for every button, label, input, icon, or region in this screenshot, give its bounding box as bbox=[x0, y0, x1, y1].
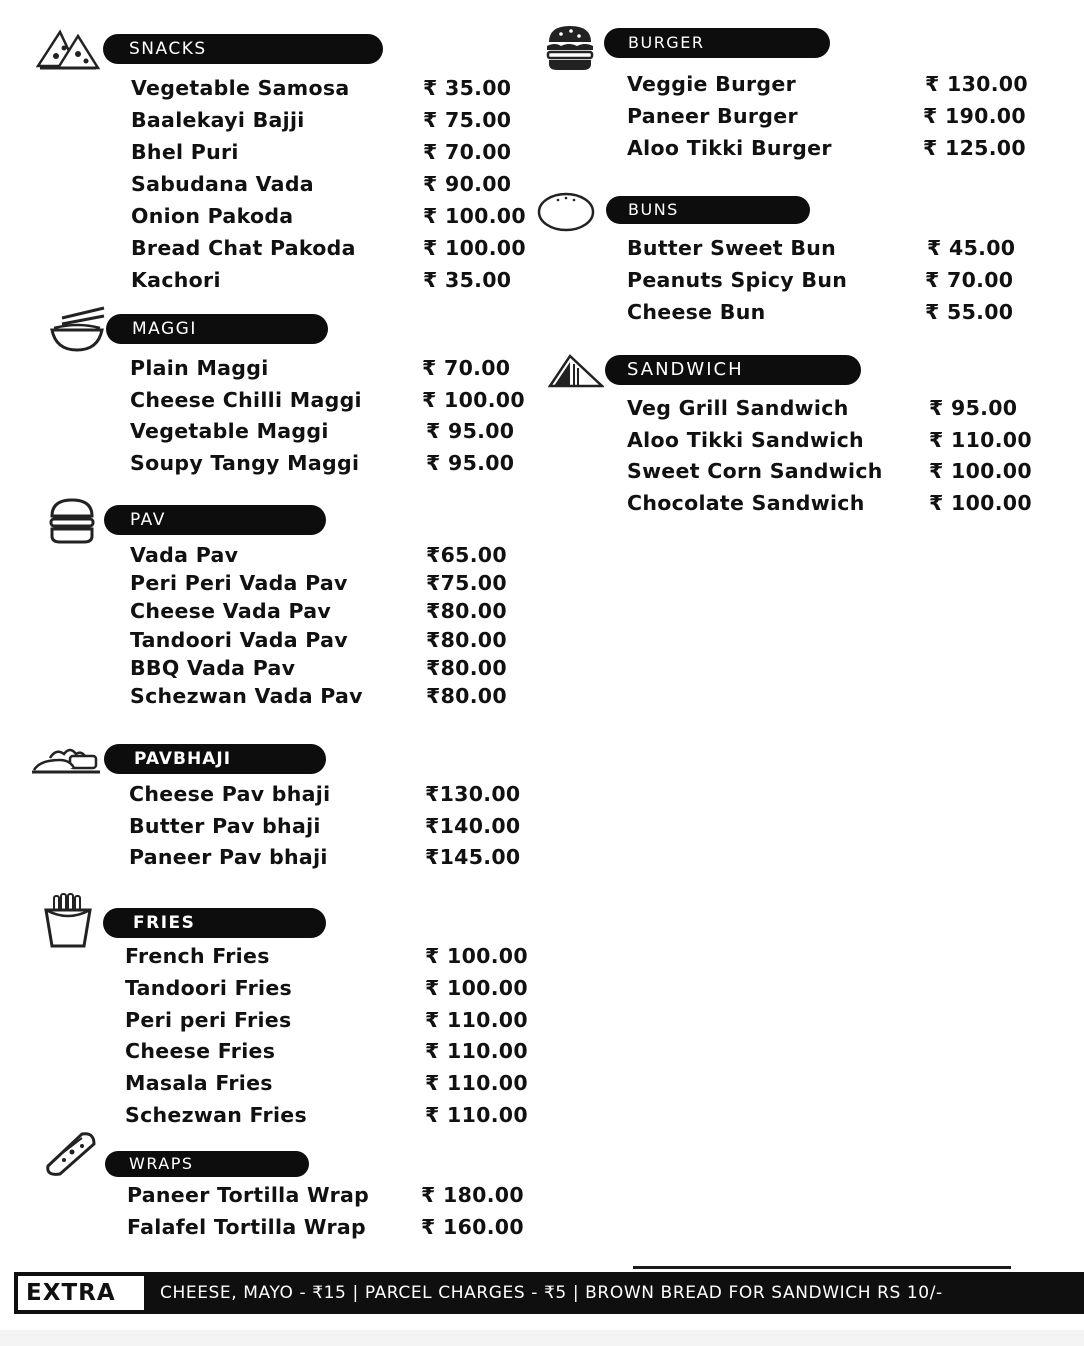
section-title-buns: BUNS bbox=[606, 196, 810, 224]
menu-item: Peanuts Spicy Bun ₹ 70.00 bbox=[627, 268, 1014, 292]
pizza-slices-icon bbox=[36, 28, 102, 74]
menu-item: Masala Fries ₹ 110.00 bbox=[125, 1071, 528, 1096]
menu-item: Paneer Burger ₹ 190.00 bbox=[627, 104, 1026, 128]
menu-item: Onion Pakoda ₹ 100.00 bbox=[131, 204, 526, 228]
bun-icon bbox=[536, 190, 596, 234]
section-title-maggi: MAGGI bbox=[106, 314, 328, 344]
menu-item: Cheese Chilli Maggi ₹ 100.00 bbox=[130, 387, 525, 412]
menu-item: Sweet Corn Sandwich ₹ 100.00 bbox=[627, 459, 1032, 484]
menu-item: Cheese Pav bhaji ₹130.00 bbox=[129, 782, 521, 806]
burger-icon bbox=[48, 498, 96, 544]
menu-item: Veggie Burger ₹ 130.00 bbox=[627, 72, 1028, 96]
menu-item: Chocolate Sandwich ₹ 100.00 bbox=[627, 491, 1032, 516]
menu-item: Butter Pav bhaji ₹140.00 bbox=[129, 813, 521, 838]
section-title-sandwich: SANDWICH bbox=[605, 355, 861, 385]
menu-item: Vegetable Samosa ₹ 35.00 bbox=[131, 76, 512, 100]
menu-item: Vada Pav ₹65.00 bbox=[130, 543, 507, 567]
menu-item: Vegetable Maggi ₹ 95.00 bbox=[130, 419, 515, 443]
menu-item: Paneer Pav bhaji ₹145.00 bbox=[129, 845, 521, 869]
menu-item: Peri Peri Vada Pav ₹75.00 bbox=[130, 571, 507, 596]
menu-item: Aloo Tikki Burger ₹ 125.00 bbox=[627, 136, 1026, 160]
menu-item: Aloo Tikki Sandwich ₹ 110.00 bbox=[627, 427, 1032, 452]
menu-item: Soupy Tangy Maggi ₹ 95.00 bbox=[130, 450, 515, 475]
menu-item: Paneer Tortilla Wrap ₹ 180.00 bbox=[127, 1183, 524, 1207]
menu-item: Tandoori Fries ₹ 100.00 bbox=[125, 975, 528, 1000]
menu-item: Bhel Puri ₹ 70.00 bbox=[131, 140, 512, 164]
menu-item: Schezwan Vada Pav ₹80.00 bbox=[130, 683, 507, 708]
menu-item: Baalekayi Bajji ₹ 75.00 bbox=[131, 108, 512, 132]
menu-item: Plain Maggi ₹ 70.00 bbox=[130, 356, 511, 380]
pav-bhaji-plate-icon bbox=[30, 742, 102, 778]
menu-item: Schezwan Fries ₹ 110.00 bbox=[125, 1102, 528, 1127]
menu-item: Veg Grill Sandwich ₹ 95.00 bbox=[627, 396, 1018, 420]
menu-item: Tandoori Vada Pav ₹80.00 bbox=[130, 627, 507, 652]
wrap-icon bbox=[42, 1128, 100, 1176]
menu-item: Kachori ₹ 35.00 bbox=[131, 268, 512, 292]
burger-icon bbox=[545, 24, 595, 72]
section-title-burger: BURGER bbox=[604, 28, 830, 58]
noodle-bowl-icon bbox=[48, 304, 106, 354]
menu-item: Falafel Tortilla Wrap ₹ 160.00 bbox=[127, 1215, 524, 1239]
menu-item: French Fries ₹ 100.00 bbox=[125, 944, 528, 968]
section-title-snacks: SNACKS bbox=[103, 34, 383, 64]
extra-charges-text: CHEESE, MAYO - ₹15 | PARCEL CHARGES - ₹5 | BROWN BREAD FOR SANDWICH RS 10/- bbox=[160, 1283, 943, 1303]
extra-label: EXTRA bbox=[18, 1276, 144, 1310]
menu-item: Cheese Vada Pav ₹80.00 bbox=[130, 599, 507, 624]
section-title-wraps: WRAPS bbox=[105, 1151, 309, 1177]
menu-item: BBQ Vada Pav ₹80.00 bbox=[130, 655, 507, 680]
menu-item: Peri peri Fries ₹ 110.00 bbox=[125, 1007, 528, 1032]
menu-item: Bread Chat Pakoda ₹ 100.00 bbox=[131, 236, 526, 260]
section-title-fries: FRIES bbox=[103, 908, 326, 938]
menu-item: Sabudana Vada ₹ 90.00 bbox=[131, 172, 512, 196]
extras-footer bbox=[14, 1272, 1084, 1314]
menu-item: Cheese Bun ₹ 55.00 bbox=[627, 300, 1014, 324]
sandwich-icon bbox=[548, 354, 604, 388]
section-title-pav: PAV bbox=[104, 505, 326, 535]
footer-divider bbox=[633, 1266, 1011, 1269]
section-title-pavbhaji: PAVBHAJI bbox=[104, 744, 326, 774]
page-bottom-edge bbox=[0, 1330, 1084, 1346]
menu-item: Cheese Fries ₹ 110.00 bbox=[125, 1039, 528, 1064]
fries-icon bbox=[42, 892, 94, 948]
menu-item: Butter Sweet Bun ₹ 45.00 bbox=[627, 236, 1016, 260]
